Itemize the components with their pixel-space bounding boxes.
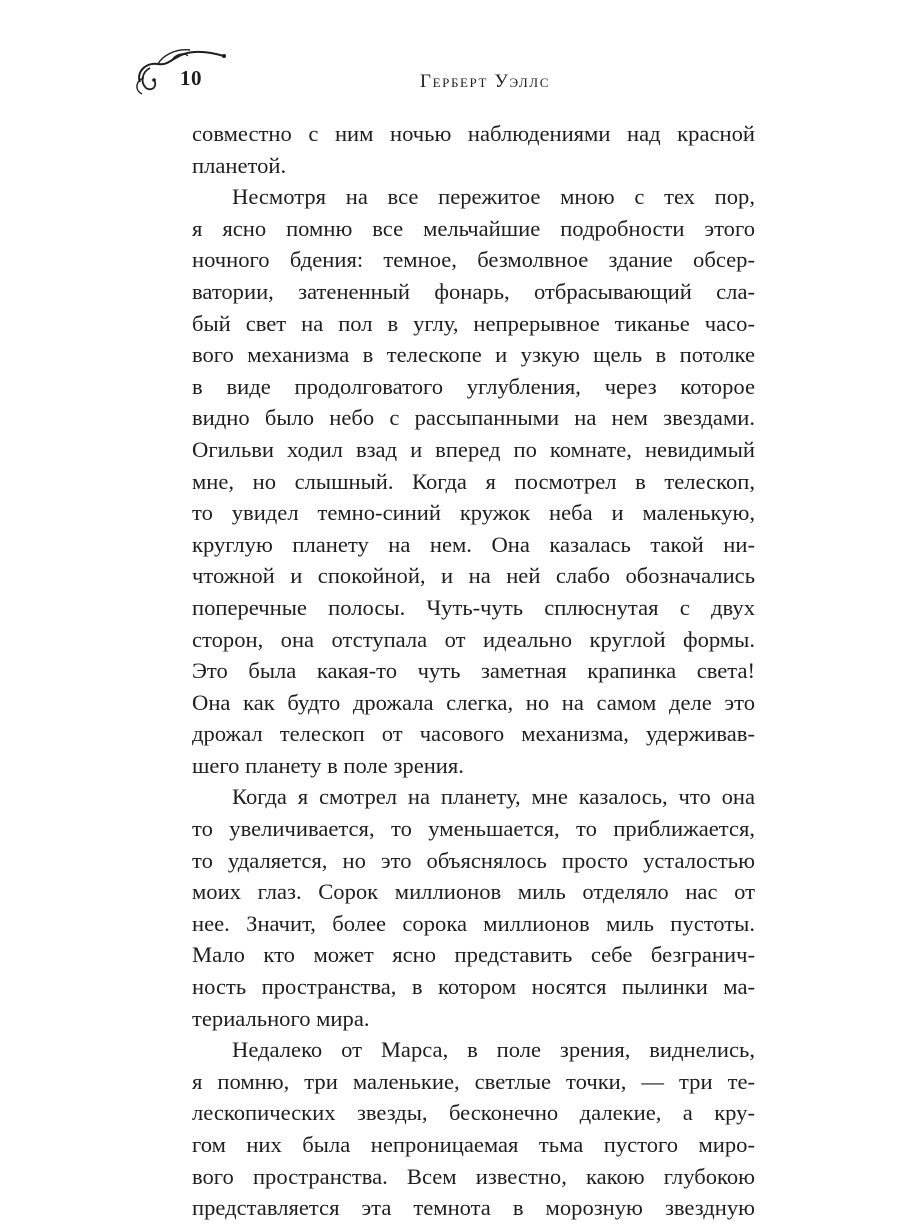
text-line: Мало кто может ясно представить себе безгранич- (192, 942, 755, 968)
text-line: Она как будто дрожала слегка, но на самом деле это (192, 689, 755, 715)
text-line: ночного бдения: темное, безмолвное здание обсер- (192, 247, 755, 273)
text-line: поперечные полосы. Чуть-чуть сплюснутая с двух (192, 594, 755, 620)
text-line: планетой. (192, 152, 287, 178)
page-header (0, 0, 900, 110)
running-head-author: Герберт Уэллс (420, 71, 550, 92)
text-line: ватории, затененный фонарь, отбрасывающий сла- (192, 278, 755, 304)
paragraph (192, 118, 755, 181)
text-line: лескопических звезды, бесконечно далекие, а кру- (192, 1100, 755, 1126)
text-line: круглую планету на нем. Она казалась такой ни- (192, 531, 755, 557)
text-line: то увеличивается, то уменьшается, то приближается, (192, 816, 755, 842)
text-line: моих глаз. Сорок миллионов миль отделяло нас от (192, 879, 755, 905)
text-line: видно было небо с рассыпанными на нем звездами. (192, 405, 755, 431)
text-line: то увидел темно-синий кружок неба и маленькую, (192, 500, 755, 526)
text-line: Недалеко от Марса, в поле зрения, виднелись, (232, 1037, 755, 1063)
text-line: шего планету в поле зрения. (192, 752, 464, 778)
text-line: нее. Значит, более сорока миллионов миль пустоты. (192, 910, 755, 936)
text-line: Огильви ходил взад и вперед по комнате, невидимый (192, 436, 755, 462)
text-line: сторон, она отступала от идеально круглой формы. (192, 626, 755, 652)
text-line: териального мира. (192, 1005, 370, 1031)
text-line: гом них была непроницаемая тьма пустого миро- (192, 1132, 755, 1157)
text-line: в виде продолговатого углубления, через которое (192, 373, 755, 399)
text-line: Несмотря на все пережитое мною с тех пор, (232, 184, 755, 210)
text-line: Когда я смотрел на планету, мне казалось, что она (232, 784, 755, 810)
text-line: я помню, три маленькие, светлые точки, — три те- (192, 1068, 755, 1094)
text-line: я ясно помню все мельчайшие подробности этого (192, 215, 755, 241)
text-line: то удаляется, но это объяснялось просто усталостью (192, 847, 755, 873)
text-line: дрожал телескоп от часового механизма, удерживав- (192, 721, 755, 747)
text-line: вого механизма в телескопе и узкую щель в потолке (192, 342, 755, 368)
paragraph (192, 1034, 755, 1224)
body-text (192, 118, 755, 1224)
text-line: ность пространства, в котором носятся пылинки ма- (192, 974, 755, 1000)
text-line: вого пространства. Всем известно, какою глубокою (192, 1163, 755, 1189)
page-number: 10 (180, 66, 202, 90)
text-line: Это была какая-то чуть заметная крапинка света! (192, 658, 755, 684)
text-line: совместно с ним ночью наблюдениями над красной (192, 121, 755, 146)
paragraph (192, 181, 755, 781)
text-line: мне, но слышный. Когда я посмотрел в телескоп, (192, 468, 755, 494)
text-line: представляется эта темнота в морозную звездную (192, 1195, 755, 1221)
text-line: чтожной и спокойной, и на ней слабо обозначались (192, 563, 755, 589)
paragraph (192, 781, 755, 1034)
text-line: бый свет на пол в углу, непрерывное тиканье часо- (192, 310, 755, 336)
